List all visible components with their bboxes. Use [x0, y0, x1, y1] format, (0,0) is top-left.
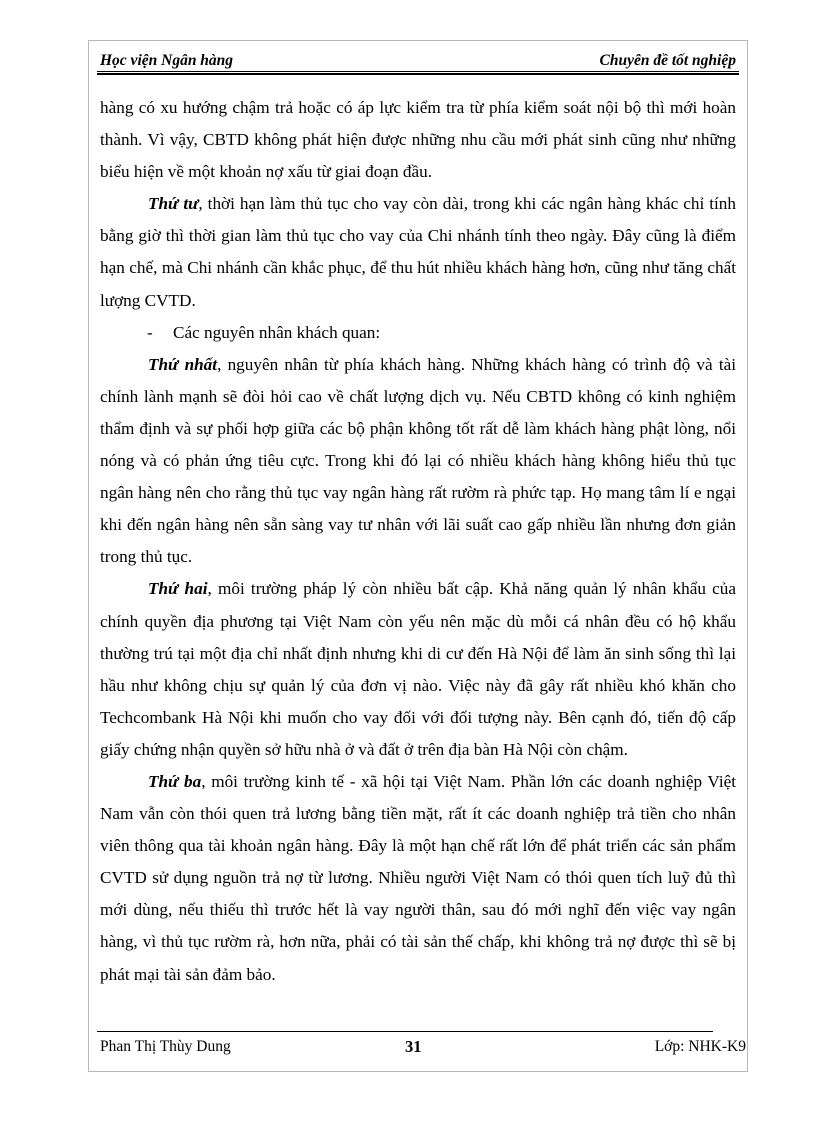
page-footer: [100, 1038, 748, 1062]
paragraph-text: , nguyên nhân từ phía khách hàng. Những khách hàng có trình độ và tài chính lành mạnh sẽ đòi hỏi cao về chất lượng dịch vụ. Nếu CBTD không có kinh nghiệm thẩm định và sự phối hợp giữa các bộ phận không tốt rất dễ làm khách hàng phật lòng, nổi nóng và có phản ứng tiêu cực. Trong khi đó lại có nhiều khách hàng không hiểu thủ tục ngân hàng nên cho rằng thủ tục vay ngân hàng rất rườm rà phức tạp. Họ mang tâm lí e ngại khi đến ngân hàng nên sẵn sàng vay tư nhân với lãi suất cao gấp nhiều lần nhưng đơn giản trong thủ tục.: [100, 354, 736, 567]
bullet-marker: -: [147, 322, 153, 342]
page-header: [100, 46, 736, 70]
header-institution: Học viện Ngân hàng: [100, 52, 234, 69]
header-rule: [97, 71, 739, 75]
page-number: 31: [405, 1037, 422, 1056]
paragraph-text: hàng có xu hướng chậm trả hoặc có áp lực kiểm tra từ phía kiểm soát nội bộ thì mới hoàn thành. Vì vậy, CBTD không phát hiện được những nhu cầu mới phát sinh cũng như những biểu hiện về một khoản nợ xấu từ giai đoạn đầu.: [100, 98, 736, 182]
paragraph-thu-ba: [100, 766, 736, 991]
paragraph-continuation: [100, 92, 736, 188]
footer-rule: [97, 1031, 713, 1032]
paragraph-lead: Thứ nhất: [148, 354, 218, 374]
paragraph-text: , thời hạn làm thủ tục cho vay còn dài, trong khi các ngân hàng khác chỉ tính bằng giờ thì thời gian làm thủ tục cho vay của Chi nhánh tính theo ngày. Đây cũng là điểm hạn chế, mà Chi nhánh cần khắc phục, để thu hút nhiều khách hàng hơn, cũng như tăng chất lượng CVTD.: [100, 194, 736, 310]
paragraph-lead: Thứ hai: [148, 579, 208, 599]
paragraph-text: , môi trường kinh tế - xã hội tại Việt Nam. Phần lớn các doanh nghiệp Việt Nam vẫn còn thói quen trả lương bằng tiền mặt, rất ít các doanh nghiệp trả tiền cho nhân viên thông qua tài khoản ngân hàng. Đây là một hạn chế rất lớn để phát triển các sản phẩm CVTD sử dụng nguồn trả nợ từ lương. Nhiều người Việt Nam có thói quen tích luỹ đủ thì mới dùng, nếu thiếu thì trước hết là vay người thân, sau đó mới nghĩ đến việc vay ngân hàng, vì thủ tục rườm rà, hơn nữa, phải có tài sản thế chấp, khi không trả nợ được thì sẽ bị phát mại tài sản đảm bảo.: [100, 771, 736, 984]
paragraph-lead: Thứ ba: [148, 771, 202, 791]
paragraph-thu-tu: [100, 188, 736, 316]
paragraph-text: , môi trường pháp lý còn nhiều bất cập. Khả năng quản lý nhân khẩu của chính quyền địa phương tại Việt Nam còn yếu nên mặc dù mỗi cá nhân đều có hộ khẩu thường trú tại một địa chỉ nhất định nhưng khi di cư đến Hà Nội để làm ăn sinh sống thì lại hầu như không chịu sự quản lý của đơn vị nào. Việc này đã gây rất nhiều khó khăn cho Techcombank Hà Nội khi muốn cho vay đối với đối tượng này. Bên cạnh đó, tiến độ cấp giấy chứng nhận quyền sở hữu nhà ở và đất ở trên địa bàn Hà Nội còn chậm.: [100, 579, 736, 759]
header-document-type: Chuyên đề tốt nghiệp: [599, 52, 736, 69]
footer-author: Phan Thị Thùy Dung: [100, 1038, 231, 1055]
paragraph-lead: Thứ tư: [148, 194, 199, 214]
paragraph-thu-hai: [100, 573, 736, 766]
bullet-text: Các nguyên nhân khách quan:: [173, 322, 381, 342]
bullet-objective-causes: [100, 317, 736, 349]
footer-class: Lớp: NHK-K9: [654, 1038, 746, 1055]
body-text: [100, 92, 736, 991]
paragraph-thu-nhat: [100, 349, 736, 574]
